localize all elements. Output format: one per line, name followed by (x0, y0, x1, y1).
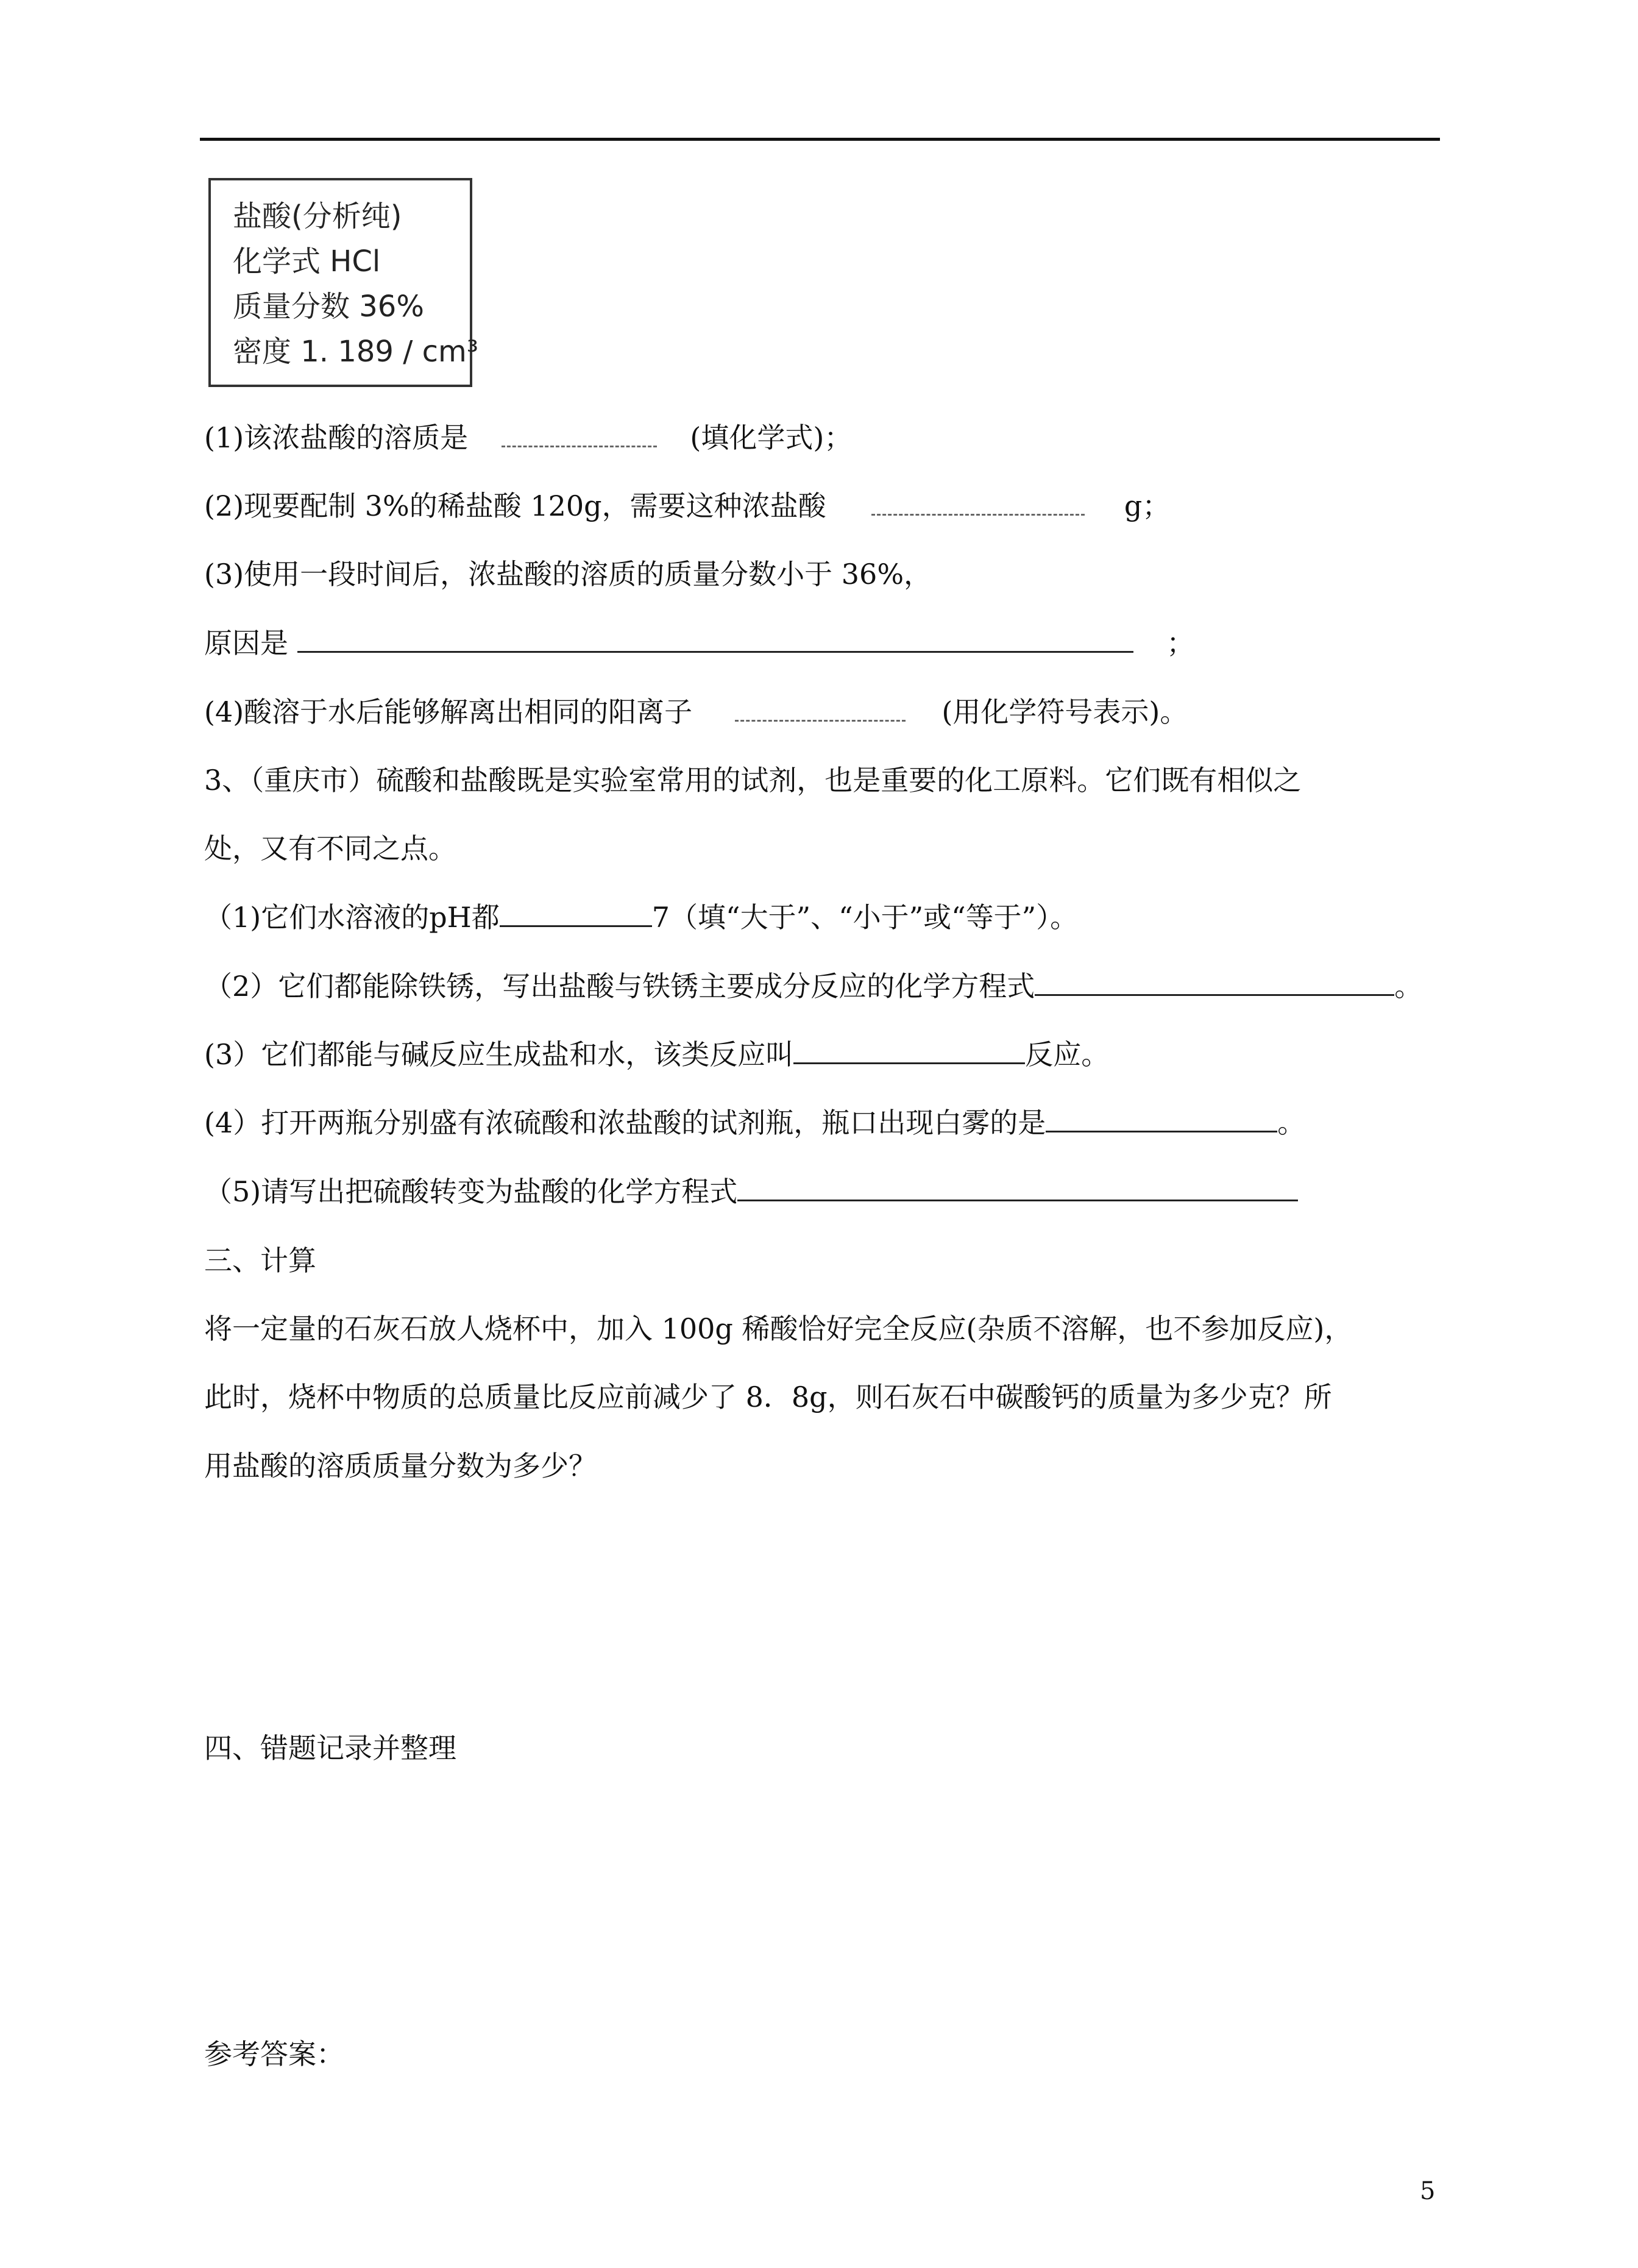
q3-part3-blank[interactable] (793, 1037, 1025, 1064)
section-calc-title: 三、计算 (204, 1244, 316, 1277)
q3-intro-line1: 3、（重庆市）硫酸和盐酸既是实验室常用的试剂，也是重要的化工原料。它们既有相似之 (204, 764, 1302, 797)
q2-part3-reason: 原因是 ； (204, 627, 1195, 659)
q3-part1-blank[interactable] (500, 900, 652, 927)
q3-part5: （5)请写出把硫酸转变为盐酸的化学方程式 (204, 1173, 1298, 1210)
calc-paragraph-line2: 此时，烧杯中物质的总质量比反应前减少了 8．8g，则石灰石中碳酸钙的质量为多少克？所 (204, 1381, 1332, 1413)
q3-part1: （1)它们水溶液的pH都 7（填“大于”、“小于”或“等于”）。 (204, 901, 1079, 934)
label-formula: 化学式 HCl (233, 244, 381, 279)
q2-part2-blank[interactable] (871, 488, 1085, 516)
q3-part4: (4）打开两瓶分别盛有浓硫酸和浓盐酸的试剂瓶，瓶口出现白雾的是 。 (204, 1106, 1306, 1139)
q2-part4-blank[interactable] (735, 694, 906, 722)
q2-part3: (3)使用一段时间后，浓盐酸的溶质的质量分数小于 36%， (204, 558, 932, 591)
section-errors-title: 四、错题记录并整理 (204, 1732, 456, 1765)
q3-part4-blank[interactable] (1046, 1105, 1277, 1132)
q3-part5-blank[interactable] (737, 1174, 1298, 1201)
label-mass-fraction: 质量分数 36% (233, 290, 424, 324)
q3-intro-line2: 处，又有不同之点。 (204, 832, 456, 865)
calc-paragraph-line1: 将一定量的石灰石放人烧杯中，加入 100g 稀酸恰好完全反应(杂质不溶解，也不参加反应)， (204, 1312, 1353, 1345)
q2-part4: (4)酸溶于水后能够解离出相同的阳离子 (用化学符号表示)。 (204, 695, 1188, 728)
q2-part1-blank[interactable] (502, 420, 657, 447)
page-number: 5 (1420, 2177, 1436, 2205)
q2-part1: (1)该浓盐酸的溶质是 (填化学式)； (204, 421, 853, 454)
header-rule (200, 138, 1440, 141)
label-name: 盐酸(分析纯) (233, 199, 402, 233)
label-density: 密度 1. 189 / cm³ (233, 335, 479, 369)
q2-part3-blank[interactable] (297, 625, 1133, 653)
q3-part2: （2）它们都能除铁锈，写出盐酸与铁锈主要成分反应的化学方程式 。 (204, 970, 1423, 1003)
q3-part2-blank[interactable] (1035, 969, 1394, 996)
section-answers-title: 参考答案： (204, 2038, 344, 2071)
reagent-label-box (208, 178, 479, 387)
calc-paragraph-line3: 用盐酸的溶质质量分数为多少？ (204, 1449, 597, 1482)
q2-part2: (2)现要配制 3%的稀盐酸 120g，需要这种浓盐酸 g； (204, 489, 1171, 522)
q3-part3: (3）它们都能与碱反应生成盐和水，该类反应叫 反应。 (204, 1038, 1110, 1071)
